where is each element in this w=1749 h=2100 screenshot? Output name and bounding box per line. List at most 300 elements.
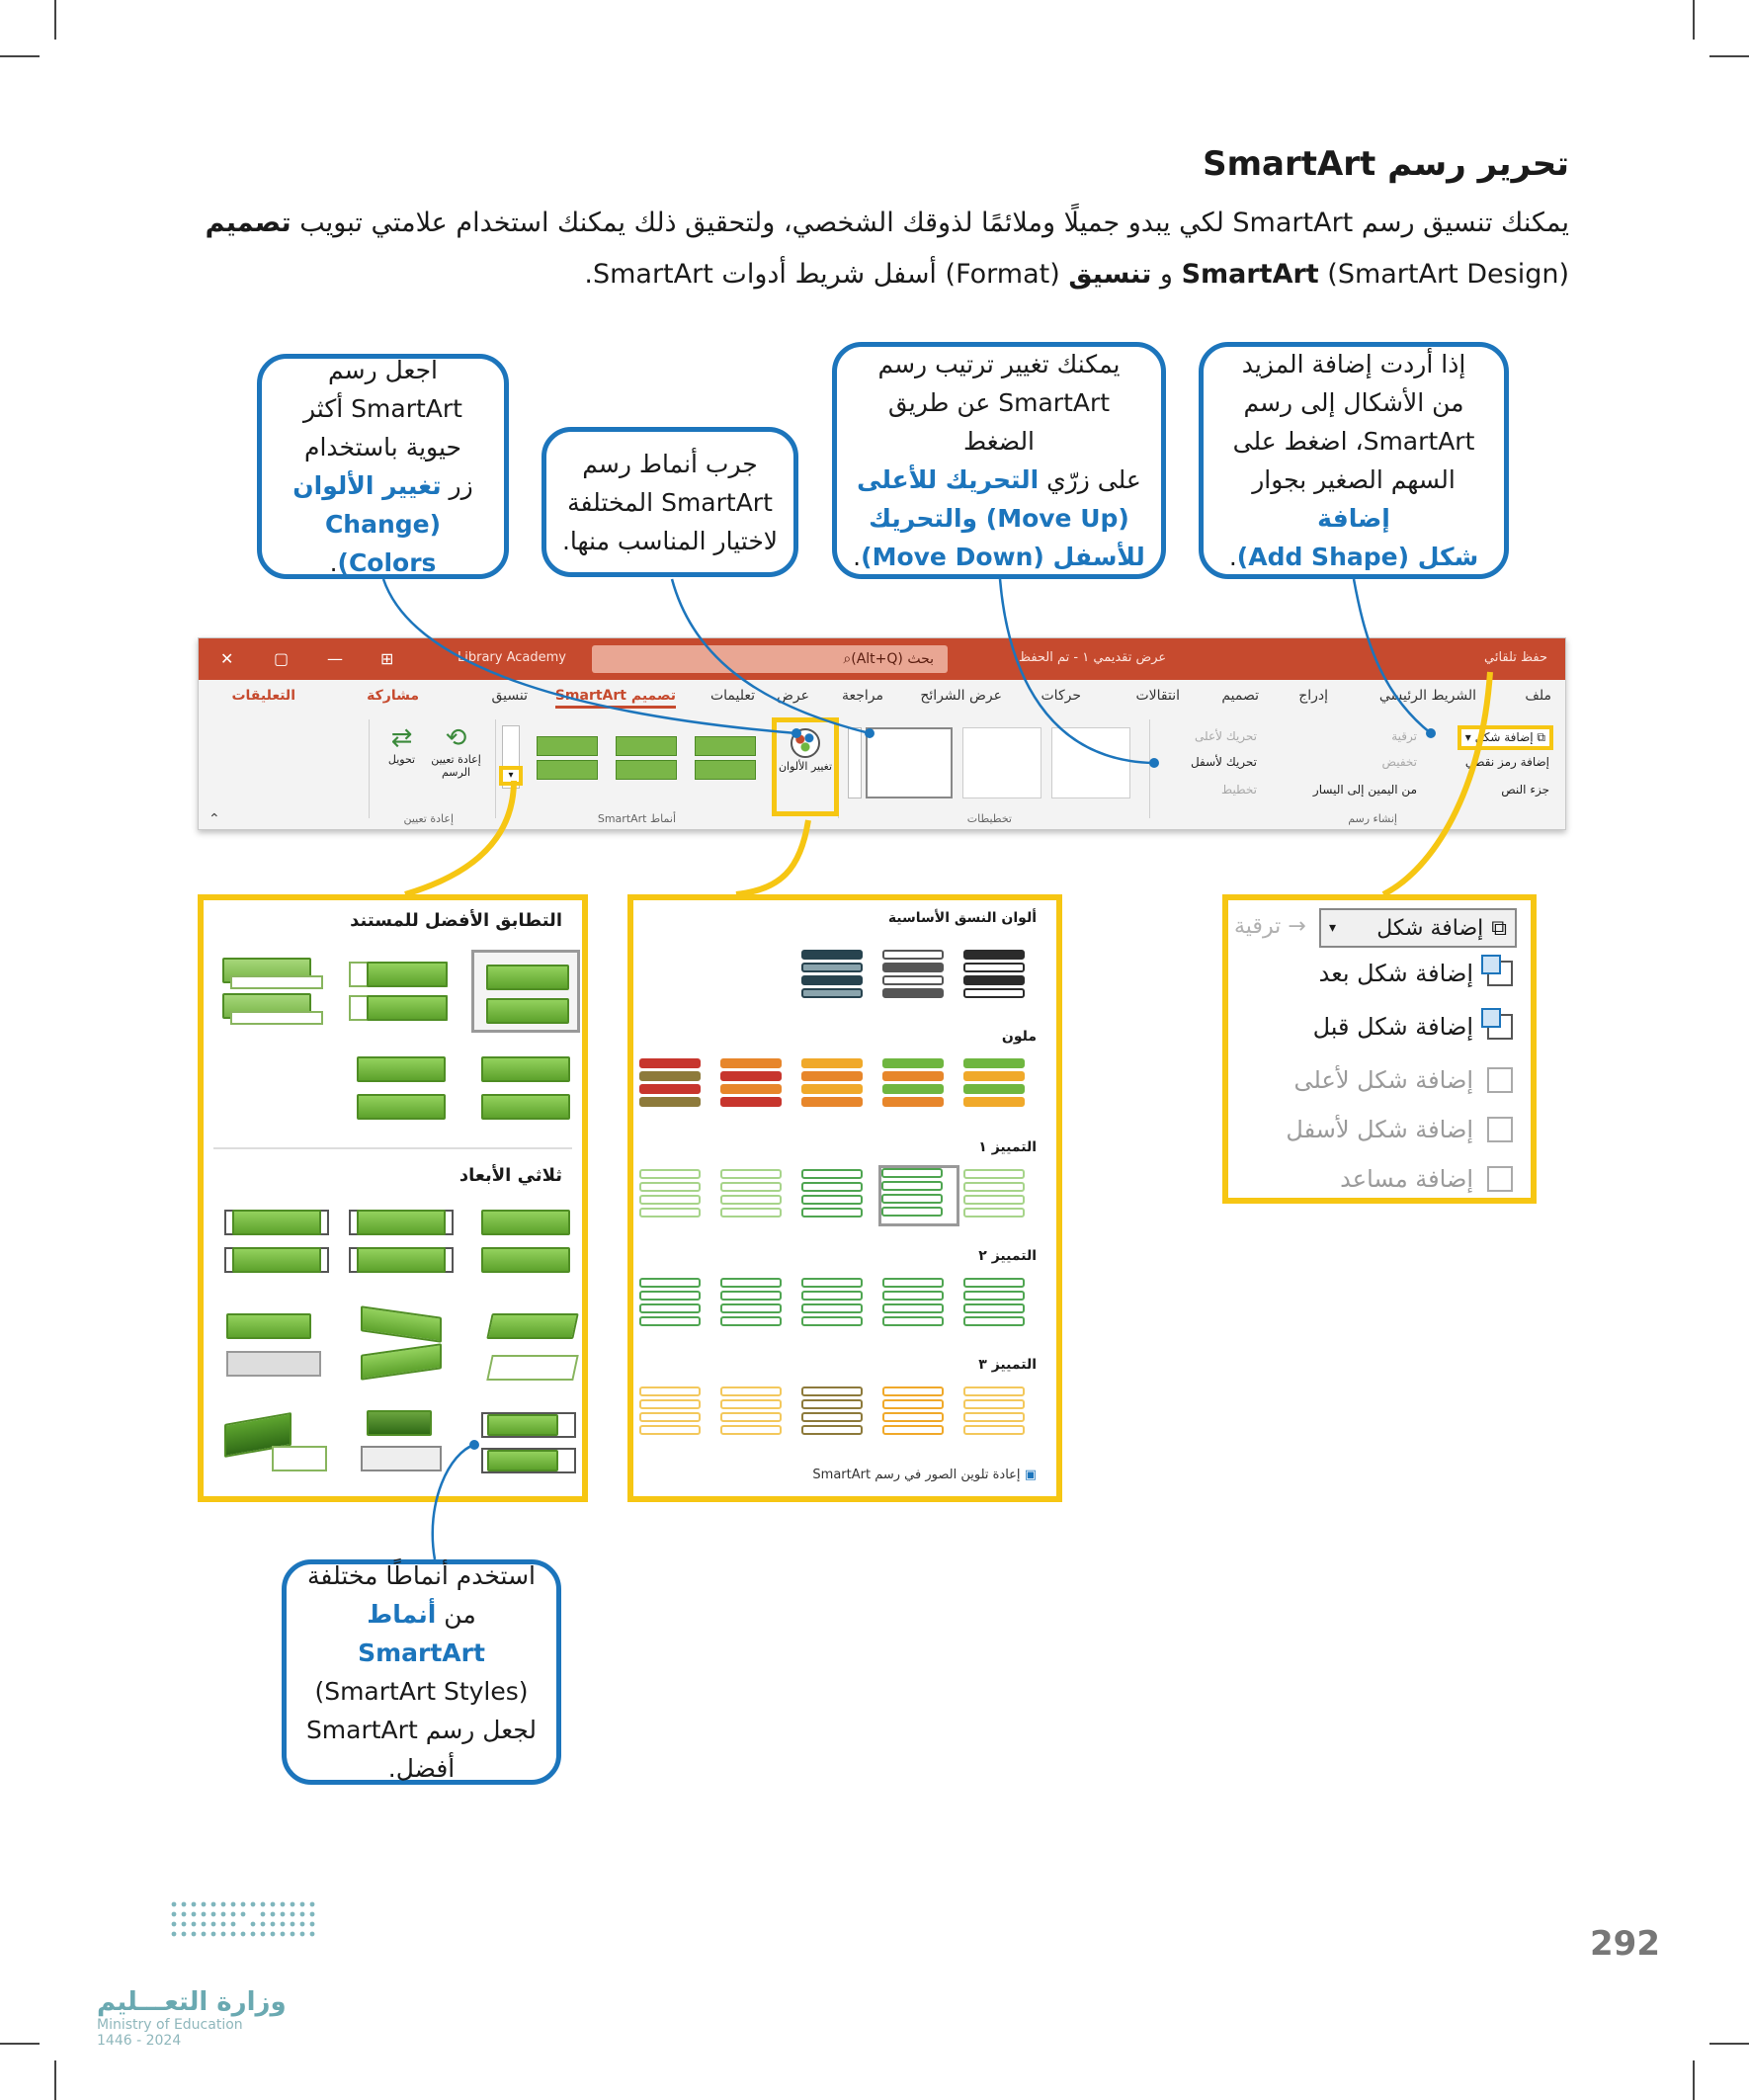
tab-review[interactable]: مراجعة [841, 688, 883, 704]
logo-dot [182, 1912, 187, 1917]
intro-paragraph [166, 198, 1569, 300]
search-icon: ⌕ [843, 651, 852, 667]
style-option[interactable] [347, 1049, 456, 1132]
ministry-logo-dots [168, 1898, 326, 1942]
color-swatch-accent1[interactable] [963, 1169, 1039, 1224]
tab-format[interactable]: تنسيق [491, 688, 528, 704]
logo-dot [310, 1912, 315, 1917]
add-assistant-icon [1487, 1166, 1513, 1192]
swatch-bar [639, 1399, 701, 1409]
menu-item-label: إضافة شكل بعد [1318, 960, 1473, 987]
color-swatch-accent2[interactable] [963, 1278, 1039, 1333]
close-icon[interactable]: ✕ [220, 649, 234, 668]
style-option[interactable] [347, 950, 456, 1033]
swatch-bar [639, 1058, 701, 1068]
color-swatch-colorful[interactable] [639, 1058, 714, 1114]
add-before-icon [1487, 1014, 1513, 1040]
callout-highlight: (Move Up) والتحريك [869, 504, 1129, 533]
swatch-bar [639, 1182, 701, 1192]
swatch-bar [720, 1386, 782, 1396]
swatch-bar [963, 1316, 1025, 1326]
color-swatch-colorful[interactable] [801, 1058, 876, 1114]
callout-line: SmartArt، اضغط على [1232, 427, 1475, 456]
callout-move-up-down [832, 342, 1166, 579]
swatch-bar [882, 1058, 944, 1068]
swatch-bar [720, 1058, 782, 1068]
logo-dot [291, 1922, 295, 1927]
color-swatch-accent2[interactable] [639, 1278, 714, 1333]
tab-smartart-design[interactable]: تصميم SmartArt [555, 688, 676, 709]
color-swatch-accent2[interactable] [882, 1278, 958, 1333]
search-box[interactable] [592, 645, 948, 673]
logo-dot [300, 1932, 305, 1937]
add-shape-above[interactable] [1294, 1066, 1513, 1094]
add-shape-dropdown[interactable] [1319, 908, 1517, 948]
three-d-heading: ثلاثي الأبعاد [458, 1165, 562, 1186]
swatch-bar [720, 1182, 782, 1192]
logo-dot [202, 1922, 207, 1927]
demote-button[interactable]: تخفيض [1381, 755, 1417, 769]
page-number: 292 [1590, 1924, 1660, 1964]
logo-dot [231, 1932, 236, 1937]
swatch-bar [639, 1412, 701, 1422]
callout-add-shape [1199, 342, 1509, 579]
logo-dot [271, 1932, 276, 1937]
swatch-bar [639, 1208, 701, 1218]
color-swatch-colorful[interactable] [963, 1058, 1039, 1114]
color-swatch-accent3[interactable] [963, 1386, 1039, 1442]
group-divider [1149, 719, 1150, 818]
crop-mark [0, 2043, 40, 2045]
tab-design[interactable]: تصميم [1221, 688, 1259, 704]
color-swatch-accent3[interactable] [720, 1386, 795, 1442]
logo-dot [221, 1932, 226, 1937]
swatch-bar [720, 1425, 782, 1435]
add-shape-dropdown-label: إضافة شكل [1376, 915, 1484, 941]
swatch-bar [720, 1071, 782, 1081]
convert-button[interactable] [379, 723, 424, 766]
intro-text-2: (SmartArt Design) و [1151, 259, 1569, 290]
callout-highlight: التحريك للأعلى [857, 465, 1040, 494]
intro-bold-design: تصميم SmartArt [205, 208, 1319, 290]
swatch-bar [801, 1182, 863, 1192]
swatch-bar [639, 1195, 701, 1205]
callout-use-styles [282, 1559, 561, 1785]
callout-line: حيوية باستخدام [304, 433, 461, 462]
swatch-bar [963, 950, 1025, 960]
swatch-bar [720, 1399, 782, 1409]
style-option[interactable] [347, 1202, 456, 1285]
search-placeholder: بحث (Alt+Q) [851, 651, 934, 667]
color-swatch-accent1[interactable] [801, 1169, 876, 1224]
styles-more-button[interactable] [502, 725, 520, 789]
swatch-bar [963, 1169, 1025, 1179]
color-swatch-dark[interactable] [963, 950, 1039, 1005]
style-option[interactable] [471, 1049, 580, 1132]
swatch-bar [720, 1291, 782, 1301]
intro-text-3: (Format) أسفل شريط أدوات SmartArt. [584, 259, 1069, 290]
ribbon-display-icon[interactable]: ⊞ [380, 649, 394, 668]
style-option[interactable] [222, 1202, 331, 1285]
add-shape-icon: ⧉ [1537, 730, 1545, 744]
callout-line: استخدم أنماطًا مختلفة [307, 1561, 536, 1590]
picture-icon: ▣ [1024, 1468, 1037, 1482]
swatch-bar [639, 1316, 701, 1326]
swatch-bar [801, 1084, 863, 1094]
swatch-bar [963, 1278, 1025, 1288]
swatch-bar [963, 975, 1025, 985]
style-option[interactable] [471, 1404, 580, 1487]
logo-dot [261, 1922, 266, 1927]
callout-line: . [329, 548, 338, 577]
logo-dot [310, 1902, 315, 1907]
swatch-bar [801, 988, 863, 998]
swatch-bar [882, 950, 944, 960]
promote-button[interactable]: ترقية [1391, 729, 1417, 743]
swatch-bar [881, 1207, 943, 1217]
logo-dot [300, 1922, 305, 1927]
swatch-bar [801, 1316, 863, 1326]
logo-dot [271, 1902, 276, 1907]
swatch-bar [963, 1058, 1025, 1068]
color-swatch-accent2[interactable] [720, 1278, 795, 1333]
minimize-icon[interactable]: — [327, 649, 343, 668]
chevron-down-icon[interactable]: ▾ [1464, 730, 1471, 744]
callout-line: على زرّي [1039, 465, 1141, 494]
primary-theme-heading: ألوان النسق الأساسية [887, 910, 1037, 926]
tab-slideshow[interactable]: عرض الشرائح [920, 688, 1002, 704]
crop-mark [1709, 2043, 1749, 2045]
callout-line: SmartArt عن طريق الضغط [887, 388, 1111, 456]
logo-dot [291, 1912, 295, 1917]
promote-disabled[interactable] [1234, 914, 1306, 939]
title-bar [199, 638, 1565, 680]
callout-line: لجعل رسم SmartArt [305, 1716, 538, 1744]
callout-change-colors [257, 354, 509, 579]
reset-graphic-button[interactable] [429, 723, 483, 779]
swatch-bar [801, 1195, 863, 1205]
intro-text-1: يمكنك تنسيق رسم SmartArt لكي يبدو جميلًا وملائمًا لذوقك الشخصي، ولتحقيق ذلك يمكنك استخدام علامتي تبويب [291, 208, 1569, 238]
callout-line: السهم الصغير بجوار [1252, 465, 1456, 494]
color-swatch-accent3[interactable] [882, 1386, 958, 1442]
chevron-down-icon: ▾ [1329, 920, 1337, 936]
swatch-bar [801, 1425, 863, 1435]
swatch-bar [720, 1208, 782, 1218]
callout-line: زر [441, 471, 473, 500]
accent1-heading: التمييز ١ [978, 1139, 1037, 1155]
swatch-bar [882, 1097, 944, 1107]
swatch-bar [963, 1071, 1025, 1081]
swatch-bar [881, 1194, 943, 1204]
logo-dot [261, 1902, 266, 1907]
share-button[interactable]: مشاركة [367, 688, 419, 704]
crop-mark [1709, 55, 1749, 57]
convert-label: تحويل [387, 753, 416, 766]
tab-view[interactable]: عرض [776, 688, 809, 704]
swatch-bar [963, 1425, 1025, 1435]
logo-dot [211, 1932, 216, 1937]
color-swatch-accent1-selected[interactable] [878, 1165, 959, 1226]
swatch-bar [881, 1181, 943, 1191]
group-label-styles: أنماط SmartArt [597, 812, 676, 825]
add-shape-label: إضافة شكل [1474, 730, 1534, 744]
tab-animations[interactable]: حركات [1041, 688, 1081, 704]
callout-highlight: شكل (Add Shape) [1236, 543, 1479, 571]
collapse-ribbon-icon[interactable]: ⌃ [208, 811, 220, 827]
swatch-bar [639, 1169, 701, 1179]
add-assistant[interactable] [1340, 1165, 1513, 1193]
logo-dot [172, 1912, 177, 1917]
swatch-bar [801, 1291, 863, 1301]
gallery-divider [213, 1147, 572, 1149]
logo-dot [221, 1902, 226, 1907]
swatch-bar [963, 1195, 1025, 1205]
swatch-bar [720, 1412, 782, 1422]
more-icon: ▾ [499, 766, 523, 786]
swatch-bar [720, 1316, 782, 1326]
logo-dot [202, 1932, 207, 1937]
menu-item-label: إضافة شكل لأعلى [1293, 1066, 1473, 1094]
logo-dot [211, 1912, 216, 1917]
swatch-bar [963, 1303, 1025, 1313]
add-after-icon [1487, 961, 1513, 986]
callout-highlight: إضافة [1317, 504, 1390, 533]
logo-dot [202, 1902, 207, 1907]
tab-transitions[interactable]: انتقالات [1135, 688, 1180, 704]
logo-dot [251, 1922, 256, 1927]
swatch-bar [639, 1303, 701, 1313]
add-below-icon [1487, 1117, 1513, 1142]
style-thumb[interactable] [612, 730, 681, 786]
logo-dot [202, 1912, 207, 1917]
style-gallery-panel [198, 894, 588, 1502]
logo-dot [310, 1922, 315, 1927]
swatch-bar [882, 1316, 944, 1326]
style-thumb[interactable] [691, 730, 760, 786]
ribbon-tabs [199, 680, 1565, 714]
add-shape-below[interactable] [1286, 1116, 1513, 1143]
callout-highlight: (Change Colors) [324, 510, 442, 577]
logo-dot [192, 1912, 197, 1917]
recolor-pictures-option[interactable] [812, 1468, 1037, 1482]
convert-icon: ⇄ [390, 723, 413, 753]
logo-dot [251, 1932, 256, 1937]
style-option[interactable] [347, 1404, 456, 1487]
menu-item-label: إضافة شكل لأسفل [1286, 1116, 1473, 1143]
style-option[interactable] [222, 1404, 331, 1487]
logo-dot [281, 1932, 286, 1937]
crop-mark [1693, 2060, 1695, 2100]
swatch-bar [801, 1058, 863, 1068]
logo-dot [211, 1922, 216, 1927]
swatch-bar [639, 1097, 701, 1107]
recolor-label: إعادة تلوين الصور في رسم SmartArt [812, 1468, 1021, 1482]
swatch-bar [801, 1412, 863, 1422]
callout-line: . [1228, 543, 1237, 571]
logo-dot [172, 1932, 177, 1937]
swatch-bar [963, 1386, 1025, 1396]
callout-line: اجعل رسم [328, 356, 438, 384]
logo-dot [300, 1902, 305, 1907]
layout-thumb[interactable] [962, 727, 1041, 798]
crop-mark [54, 0, 56, 40]
swatch-bar [963, 1412, 1025, 1422]
callout-line: أفضل. [387, 1754, 456, 1783]
color-swatch-accent3[interactable] [801, 1386, 876, 1442]
logo-dot [182, 1932, 187, 1937]
logo-dot [300, 1912, 305, 1917]
swatch-bar [882, 1425, 944, 1435]
tab-help[interactable]: تعليمات [709, 688, 755, 704]
group-label-create: إنشاء رسم [1348, 812, 1397, 825]
swatch-bar [639, 1291, 701, 1301]
menu-item-label: إضافة مساعد [1340, 1165, 1473, 1193]
callout-highlight: أنماط SmartArt [358, 1600, 485, 1667]
color-swatch-accent1[interactable] [639, 1169, 714, 1224]
swatch-bar [801, 963, 863, 972]
logo-dot [231, 1922, 236, 1927]
swatch-bar [801, 950, 863, 960]
callout-highlight: للأسفل (Move Down) [861, 543, 1145, 571]
accent3-heading: التمييز ٣ [978, 1357, 1037, 1373]
add-shape-icon: ⧉ [1491, 915, 1507, 941]
swatch-bar [720, 1278, 782, 1288]
change-colors-button[interactable] [772, 717, 839, 816]
swatch-bar [881, 1168, 943, 1178]
logo-dot [281, 1922, 286, 1927]
logo-dot [251, 1902, 256, 1907]
account-name[interactable]: Library Academy [458, 650, 566, 665]
style-option[interactable] [471, 1202, 580, 1285]
swatch-bar [882, 1278, 944, 1288]
menu-item-label: إضافة شكل قبل [1312, 1013, 1473, 1041]
color-swatch-accent1[interactable] [720, 1169, 795, 1224]
swatch-bar [963, 1182, 1025, 1192]
logo-dot [261, 1932, 266, 1937]
ministry-name-ar: وزارة التعـــليم [97, 1987, 287, 2017]
style-option[interactable] [222, 1305, 331, 1388]
style-thumb[interactable] [533, 730, 602, 786]
logo-dot [291, 1902, 295, 1907]
swatch-bar [801, 975, 863, 985]
style-option-selected[interactable] [471, 950, 580, 1033]
callout-line: جرب أنماط رسم [582, 449, 758, 478]
swatch-bar [963, 1084, 1025, 1094]
logo-dot [291, 1932, 295, 1937]
callout-line: SmartArt أكثر [303, 394, 462, 423]
add-shape-button[interactable] [1458, 725, 1553, 750]
tab-home[interactable]: الشريط الرئيسي [1378, 688, 1476, 704]
logo-dot [172, 1902, 177, 1907]
add-shape-after[interactable] [1319, 960, 1513, 987]
color-swatch-mid[interactable] [882, 950, 958, 1005]
swatch-bar [801, 1386, 863, 1396]
logo-dot [310, 1932, 315, 1937]
autosave-label[interactable]: حفظ تلقائي [1484, 650, 1547, 665]
logo-dot [192, 1922, 197, 1927]
reset-graphic-label: إعادة تعيين الرسم [431, 753, 481, 779]
style-option[interactable] [222, 950, 331, 1033]
style-option[interactable] [347, 1305, 456, 1388]
crop-mark [1693, 0, 1695, 40]
swatch-bar [720, 1097, 782, 1107]
swatch-bar [963, 1291, 1025, 1301]
callout-line: لاختيار المناسب منها. [561, 526, 779, 555]
text-pane-button[interactable]: جزء النص [1501, 783, 1549, 797]
swatch-bar [801, 1071, 863, 1081]
callout-line: يمكنك تغيير ترتيب رسم [877, 350, 1121, 378]
logo-dot [231, 1902, 236, 1907]
swatch-bar [639, 1071, 701, 1081]
swatch-bar [963, 1399, 1025, 1409]
swatch-bar [801, 1169, 863, 1179]
logo-dot [261, 1912, 266, 1917]
color-swatch-colorful[interactable] [882, 1058, 958, 1114]
add-bullet-button[interactable]: إضافة رمز نقطي [1464, 755, 1549, 769]
restore-icon[interactable]: ▢ [274, 649, 290, 668]
swatch-bar [882, 1071, 944, 1081]
move-down-button[interactable]: تحريك لأسفل [1190, 755, 1257, 769]
color-swatch-colorful[interactable] [720, 1058, 795, 1114]
ministry-logo [97, 1987, 287, 2049]
tab-file[interactable]: ملف [1525, 688, 1551, 704]
logo-dot [241, 1912, 246, 1917]
swatch-bar [639, 1425, 701, 1435]
swatch-bar [882, 988, 944, 998]
intro-bold-format: تنسيق [1068, 259, 1152, 290]
layout-thumb[interactable] [866, 727, 953, 798]
swatch-bar [963, 988, 1025, 998]
comments-button[interactable]: التعليقات [231, 688, 295, 704]
edition-year: 2024 - 1446 [97, 2033, 182, 2049]
move-up-button[interactable]: تحريك لأعلى [1195, 729, 1257, 743]
swatch-bar [882, 975, 944, 985]
yellow-connector-colors [736, 820, 808, 894]
logo-dot [172, 1922, 177, 1927]
swatch-bar [801, 1399, 863, 1409]
change-colors-label: تغيير الألوان [778, 760, 833, 773]
gallery-scroll[interactable] [848, 727, 862, 798]
tab-insert[interactable]: إدراج [1298, 688, 1328, 704]
right-to-left-button[interactable]: من اليمين إلى اليسار [1312, 783, 1417, 797]
swatch-bar [639, 1278, 701, 1288]
swatch-bar [720, 1169, 782, 1179]
layout-button[interactable]: تخطيط [1221, 783, 1257, 797]
swatch-bar [963, 1208, 1025, 1218]
swatch-bar [882, 1084, 944, 1094]
swatch-bar [882, 1386, 944, 1396]
crop-mark [54, 2060, 56, 2100]
swatch-bar [639, 1084, 701, 1094]
logo-dot [192, 1932, 197, 1937]
swatch-bar [720, 1303, 782, 1313]
logo-dot [271, 1912, 276, 1917]
document-title: عرض تقديمي ١ - تم الحفظ [1019, 650, 1167, 665]
crop-mark [0, 55, 40, 57]
logo-dot [281, 1902, 286, 1907]
swatch-bar [882, 1291, 944, 1301]
callout-line: من الأشكال إلى رسم [1243, 388, 1464, 417]
add-shape-before[interactable] [1313, 1013, 1513, 1041]
color-swatch-accent3[interactable] [639, 1386, 714, 1442]
style-option[interactable] [471, 1305, 580, 1388]
callout-line: (SmartArt Styles) [314, 1677, 529, 1706]
layout-thumb[interactable] [1051, 727, 1130, 798]
color-swatch-accent2[interactable] [801, 1278, 876, 1333]
ministry-name-en: Ministry of Education [97, 2017, 243, 2033]
palette-icon [791, 728, 820, 758]
color-swatch-teal[interactable] [801, 950, 876, 1005]
